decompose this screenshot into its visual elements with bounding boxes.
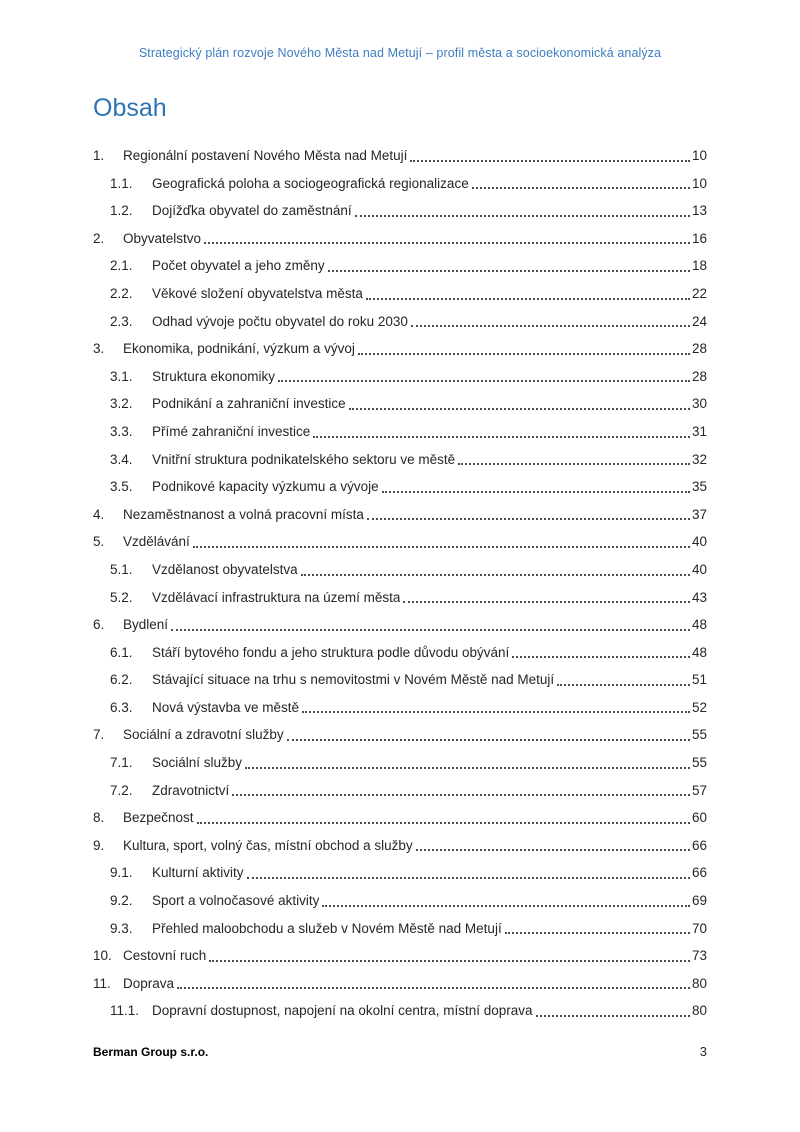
toc-entry[interactable] [93, 639, 707, 667]
toc-dot-leader [413, 832, 692, 860]
toc-entry[interactable] [93, 666, 707, 694]
toc-entry-page: 13 [691, 203, 707, 219]
toc-entry-label: Nezaměstnanost a volná pracovní místa [123, 506, 364, 522]
toc-entry[interactable] [93, 501, 707, 529]
toc-entry[interactable] [93, 777, 707, 805]
toc-entry-number: 3.2. [110, 396, 133, 412]
toc-entry-label: Vzdělanost obyvatelstva [152, 561, 298, 577]
toc-entry-page: 30 [691, 396, 707, 412]
toc-entry-number: 7. [93, 727, 105, 743]
toc-entry[interactable] [93, 942, 707, 970]
footer-page-number: 3 [699, 1044, 707, 1059]
toc-entry-number: 1. [93, 148, 105, 163]
toc-entry-number: 2.2. [110, 285, 133, 301]
toc-entry-label: Dojížďka obyvatel do zaměstnání [152, 203, 352, 219]
toc-entry-label: Podnikání a zahraniční investice [152, 396, 346, 412]
toc-dot-leader [229, 777, 692, 805]
page-title: Obsah [93, 94, 167, 122]
toc-entry-page: 66 [691, 837, 707, 853]
toc-entry-page: 57 [691, 782, 707, 798]
toc-dot-leader [364, 501, 692, 529]
toc-entry-label: Vzdělávání [123, 534, 190, 550]
toc-dot-leader [298, 556, 692, 584]
toc-entry[interactable] [93, 915, 707, 943]
toc-entry[interactable] [93, 308, 707, 336]
toc-entry-page: 31 [691, 423, 707, 439]
toc-entry-page: 48 [691, 644, 707, 660]
toc-dot-leader [284, 721, 692, 749]
toc-entry-page: 55 [691, 727, 707, 743]
toc-entry-number: 7.2. [110, 782, 133, 798]
toc-entry[interactable] [93, 584, 707, 612]
toc-entry-label: Počet obyvatel a jeho změny [152, 258, 325, 274]
toc-entry-number: 9. [93, 837, 105, 853]
toc-dot-leader [533, 997, 692, 1025]
toc-entry-page: 55 [691, 755, 707, 771]
toc-entry-label: Sociální a zdravotní služby [123, 727, 284, 743]
toc-entry-page: 80 [691, 1003, 707, 1019]
toc-entry-number: 8. [93, 810, 105, 826]
toc-entry-number: 9.2. [110, 893, 133, 909]
toc-dot-leader [363, 280, 692, 308]
footer-company-name: Berman Group s.r.o. [93, 1045, 209, 1059]
toc-entry[interactable] [93, 887, 707, 915]
toc-entry[interactable] [93, 252, 707, 280]
toc-entry-label: Kultura, sport, volný čas, místní obchod a služby [123, 837, 413, 853]
toc-entry-number: 3.5. [110, 479, 133, 495]
toc-entry-number: 5. [93, 534, 105, 550]
toc-entry-page: 52 [691, 699, 707, 715]
toc-dot-leader [310, 418, 692, 446]
toc-dot-leader [299, 694, 692, 722]
toc-dot-leader [201, 225, 692, 253]
toc-entry-number: 3.4. [110, 451, 133, 467]
toc-entry-page: 80 [691, 975, 707, 991]
toc-entry-number: 6.1. [110, 644, 133, 660]
toc-entry-label: Bezpečnost [123, 810, 194, 826]
toc-dot-leader [242, 749, 692, 777]
toc-dot-leader [469, 170, 692, 198]
toc-dot-leader [407, 142, 692, 170]
toc-dot-leader [190, 528, 692, 556]
toc-entry-page: 10 [691, 175, 707, 191]
toc-dot-leader [319, 887, 692, 915]
toc-dot-leader [400, 584, 692, 612]
toc-entry-page: 24 [691, 313, 707, 329]
toc-entry-page: 73 [691, 948, 707, 964]
toc-entry-number: 5.2. [110, 589, 133, 605]
toc-dot-leader [379, 473, 692, 501]
toc-entry-label: Geografická poloha a sociogeografická regionalizace [152, 175, 469, 191]
toc-entry-page: 28 [691, 341, 707, 357]
toc-dot-leader [455, 446, 692, 474]
toc-entry-label: Odhad vývoje počtu obyvatel do roku 2030 [152, 313, 408, 329]
toc-dot-leader [502, 915, 692, 943]
document-header-text: Strategický plán rozvoje Nového Města nad Metují – profil města a socioekonomická analýza [138, 46, 662, 60]
toc-entry-number: 1.2. [110, 203, 133, 219]
toc-entry[interactable] [93, 446, 707, 474]
toc-dot-leader [168, 611, 692, 639]
toc-entry-page: 51 [691, 672, 707, 688]
toc-entry[interactable] [93, 832, 707, 860]
toc-dot-leader [352, 197, 692, 225]
toc-entry-page: 48 [691, 617, 707, 633]
toc-entry-label: Sport a volnočasové aktivity [152, 893, 320, 909]
toc-entry-number: 7.1. [110, 755, 133, 771]
toc-entry-page: 40 [691, 561, 707, 577]
toc-entry-page: 22 [691, 285, 707, 301]
toc-entry-page: 70 [691, 920, 707, 936]
toc-entry[interactable] [93, 280, 707, 308]
toc-dot-leader [554, 666, 692, 694]
toc-entry-number: 6. [93, 617, 105, 633]
toc-entry-page: 60 [691, 810, 707, 826]
toc-entry[interactable] [93, 997, 707, 1025]
toc-entry-page: 32 [691, 451, 707, 467]
document-footer [93, 1044, 707, 1059]
toc-entry[interactable] [93, 225, 707, 253]
toc-entry-page: 43 [691, 589, 707, 605]
toc-entry-page: 16 [691, 230, 707, 246]
toc-entry-label: Přehled maloobchodu a služeb v Novém Městě nad Metují [152, 920, 502, 936]
toc-dot-leader [346, 390, 692, 418]
toc-entry-page: 69 [691, 893, 707, 909]
toc-dot-leader [244, 859, 692, 887]
toc-entry-label: Dopravní dostupnost, napojení na okolní centra, místní doprava [152, 1003, 533, 1019]
toc-entry-label: Zdravotnictví [152, 782, 230, 798]
toc-entry[interactable] [93, 556, 707, 584]
toc-entry[interactable] [93, 390, 707, 418]
toc-entry-number: 1.1. [110, 175, 133, 191]
toc-entry[interactable] [93, 418, 707, 446]
toc-entry[interactable] [93, 363, 707, 391]
toc-entry-label: Regionální postavení Nového Města nad Metují [123, 148, 408, 163]
toc-entry-number: 11. [93, 975, 111, 991]
toc-entry-number: 4. [93, 506, 105, 522]
toc-dot-leader [206, 942, 692, 970]
toc-entry-number: 6.2. [110, 672, 133, 688]
toc-entry-page: 18 [691, 258, 707, 274]
toc-entry-label: Obyvatelstvo [123, 230, 202, 246]
toc-entry-page: 35 [691, 479, 707, 495]
toc-dot-leader [325, 252, 692, 280]
toc-entry-label: Podnikové kapacity výzkumu a vývoje [152, 479, 379, 495]
toc-entry-number: 3.1. [110, 368, 133, 384]
toc-entry[interactable] [93, 335, 707, 363]
toc-entry-number: 9.3. [110, 920, 133, 936]
toc-dot-leader [355, 335, 692, 363]
toc-entry-label: Struktura ekonomiky [152, 368, 276, 384]
toc-entry-label: Doprava [123, 975, 175, 991]
toc-entry-number: 2. [93, 230, 105, 246]
toc-entry-number: 3.3. [110, 423, 133, 439]
toc-entry[interactable] [93, 197, 707, 225]
toc-entry-page: 66 [691, 865, 707, 881]
toc-entry[interactable] [93, 721, 707, 749]
toc-entry-label: Vnitřní struktura podnikatelského sektoru ve městě [152, 451, 456, 467]
toc-entry-label: Sociální služby [152, 755, 243, 771]
toc-dot-leader [408, 308, 692, 336]
toc-entry[interactable] [93, 859, 707, 887]
toc-entry-number: 11.1. [110, 1003, 140, 1019]
toc-entry-label: Nová výstavba ve městě [152, 699, 300, 715]
toc-entry-label: Vzdělávací infrastruktura na území města [152, 589, 401, 605]
toc-entry-number: 2.1. [110, 258, 133, 274]
toc-dot-leader [275, 363, 692, 391]
toc-entry-number: 6.3. [110, 699, 133, 715]
toc-entry-page: 28 [691, 368, 707, 384]
toc-entry[interactable] [93, 473, 707, 501]
toc-entry[interactable] [93, 970, 707, 998]
toc-entry-number: 9.1. [110, 865, 133, 881]
toc-entry-label: Ekonomika, podnikání, výzkum a vývoj [123, 341, 355, 357]
toc-dot-leader [509, 639, 692, 667]
toc-entry-number: 5.1. [110, 561, 133, 577]
toc-entry[interactable] [93, 611, 707, 639]
toc-entry-number: 10. [93, 948, 112, 964]
toc-entry-label: Bydlení [123, 617, 169, 633]
toc-entry-page: 10 [691, 148, 707, 163]
toc-entry[interactable] [93, 170, 707, 198]
toc-entry[interactable] [93, 694, 707, 722]
toc-list [93, 142, 707, 1025]
toc-entry-label: Stávající situace na trhu s nemovitostmi v Novém Městě nad Metují [152, 672, 555, 688]
toc-entry-label: Stáří bytového fondu a jeho struktura podle důvodu obývání [152, 644, 510, 660]
toc-entry-page: 37 [691, 506, 707, 522]
toc-entry[interactable] [93, 142, 707, 170]
toc-entry-label: Přímé zahraniční investice [152, 423, 311, 439]
toc-entry-label: Cestovní ruch [123, 948, 207, 964]
toc-entry-page: 40 [691, 534, 707, 550]
toc-entry[interactable] [93, 804, 707, 832]
toc-dot-leader [174, 970, 692, 998]
toc-entry-label: Kulturní aktivity [152, 865, 244, 881]
toc-entry-label: Věkové složení obyvatelstva města [152, 285, 363, 301]
toc-entry-number: 3. [93, 341, 105, 357]
toc-dot-leader [194, 804, 692, 832]
toc-entry[interactable] [93, 749, 707, 777]
toc-entry-number: 2.3. [110, 313, 133, 329]
toc-entry[interactable] [93, 528, 707, 556]
